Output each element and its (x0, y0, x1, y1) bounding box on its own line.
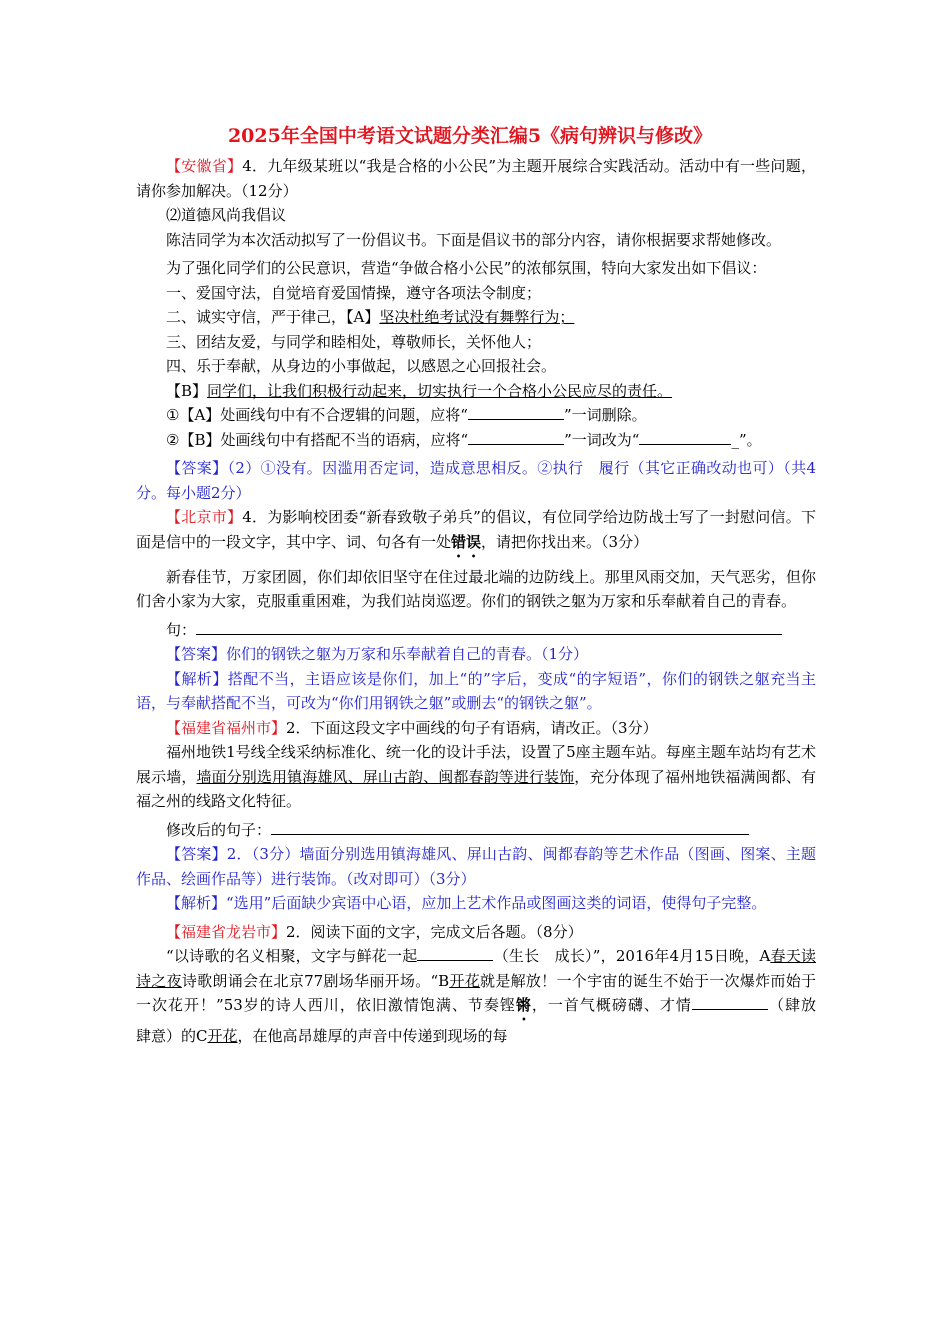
fuzhou-question: 【福建省福州市】2．下面这段文字中画线的句子有语病，请改正。（3分） (166, 718, 658, 737)
underlined-phrase-a: 春天读诗之夜 (136, 947, 816, 990)
fuzhou-fix-line: 修改后的句子： (136, 818, 816, 843)
anhui-item-1: 一、爱国守法，自觉培育爱国情操，遵守各项法令制度； (166, 283, 542, 302)
answer-blank[interactable] (271, 818, 749, 835)
anhui-item-2: 二、诚实守信，严于律己，【A】坚决杜绝考试没有舞弊行为； (166, 308, 575, 326)
anhui-subquestion: ⑵道德风尚我倡议 (166, 206, 287, 224)
emphasis-char: 锵 (515, 996, 532, 1014)
beijing-analysis: 【解析】搭配不当，主语应该是你们，加上“的”字后，变成“的字短语”，你们的钢铁之躯充当主语，与奉献搭配不当，可改为“你们用钢铁之躯”或删去“的钢铁之躯”。 (136, 669, 816, 712)
region-tag-fuzhou: 【福建省福州市】 (166, 718, 287, 737)
anhui-subq-1: ①【A】处画线句中有不合逻辑的问题，应将“ ”一词删除。 (136, 403, 816, 428)
anhui-item-3: 三、团结友爱，与同学和睦相处，尊敬师长，关怀他人； (166, 332, 542, 351)
longyan-question: 【福建省龙岩市】2．阅读下面的文字，完成文后各题。（8分） (166, 922, 583, 941)
beijing-passage: 新春佳节，万家团圆，你们却依旧坚守在住过最北端的边防线上。那里风雨交加，天气恶劣，但你们舍小家为大家，克服重重困难，为我们站岗巡逻。你们的钢铁之躯为万家和乐奉献着自己的青春。 (136, 567, 816, 610)
answer-blank[interactable] (692, 993, 768, 1010)
answer-blank[interactable] (196, 618, 782, 635)
anhui-item-4: 四、乐于奉献，从身边的小事做起，以感恩之心回报社会。 (166, 357, 557, 375)
region-tag-beijing: 【北京市】 (166, 508, 243, 526)
underlined-phrase-b: 开花 (449, 971, 481, 990)
underlined-sentence-a: 坚决杜绝考试没有舞弊行为； (379, 308, 575, 326)
underlined-sentence: 墙面分别选用镇海雄风、屏山古韵、闽都春韵等进行装饰 (196, 767, 575, 786)
region-tag-longyan: 【福建省龙岩市】 (166, 922, 287, 941)
answer-blank[interactable] (639, 428, 731, 445)
beijing-question: 【北京市】4．为影响校团委“新春致敬子弟兵”的倡议，有位同学给边防战士写了一封慰问信。下面是信中的一段文字，其中字、词、句各有一处错误，请把你找出来。（3分） (136, 508, 816, 551)
answer-blank[interactable] (468, 428, 564, 445)
anhui-answer: 【答案】（2）①没有。因滥用否定词，造成意思相反。②执行 履行（其它正确改动也可）（共4分。每小题2分） (136, 459, 816, 502)
underlined-phrase-c: 开花 (207, 1027, 238, 1045)
fuzhou-passage: 福州地铁1号线全线采纳标准化、统一化的设计手法，设置了5座主题车站。每座主题车站均有艺术展示墙，墙面分别选用镇海雄风、屏山古韵、闽都春韵等进行装饰，充分体现了福州地铁福满闽都、有福之州的线路文化特征。 (136, 743, 816, 810)
answer-blank[interactable] (468, 403, 564, 420)
fuzhou-analysis: 【解析】“选用”后面缺少宾语中心语，应加上艺术作品或图画这类的词语，使得句子完整。 (166, 894, 767, 912)
answer-blank[interactable] (417, 944, 493, 961)
document-page (136, 122, 846, 1049)
region-tag-anhui: 【安徽省】 (166, 157, 243, 175)
longyan-passage: “以诗歌的名义相聚，文字与鲜花一起 （生长 成长）”，2016年4月15日晚，A春天读诗之夜诗歌朗诵会在北京77剧场华丽开场。“B开花就是解放！一个宇宙的诞生不始于一次爆炸而始于一次花开！”53岁的诗人西川，依旧激情饱满、节奏铿锵，一首气概磅礴、才情 （肆放 肆意）的C开花，在他高昂雄厚的声音中传递到现场的每 (136, 944, 816, 1049)
anhui-subq-2: ②【B】处画线句中有搭配不当的语病，应将“ ”一词改为“ _”。 (136, 428, 816, 453)
anhui-intro: 陈洁同学为本次活动拟写了一份倡议书。下面是倡议书的部分内容，请你根据要求帮她修改。 (166, 230, 782, 249)
beijing-sentence-line: 句： (136, 618, 816, 643)
emphasis-word: 错误 (451, 532, 482, 551)
underlined-sentence-b: 同学们，让我们积极行动起来，切实执行一个合格小公民应尽的责任。 (207, 381, 673, 400)
page-title: 2025年全国中考语文试题分类汇编5《病句辨识与修改》 (227, 125, 713, 147)
anhui-item-b: 【B】同学们，让我们积极行动起来，切实执行一个合格小公民应尽的责任。 (166, 381, 673, 400)
anhui-proposal-para: 为了强化同学们的公民意识，营造“争做合格小公民”的浓郁氛围，特向大家发出如下倡议： (166, 259, 767, 277)
beijing-answer: 【答案】你们的钢铁之躯为万家和乐奉献着自己的青春。（1分） (166, 645, 589, 663)
fuzhou-answer: 【答案】2．（3分）墙面分别选用镇海雄风、屏山古韵、闽都春韵等艺术作品（图画、图案、主题作品、绘画作品等）进行装饰。（改对即可）（3分） (136, 845, 816, 888)
anhui-question: 【安徽省】4．九年级某班以“我是合格的小公民”为主题开展综合实践活动。活动中有一些问题，请你参加解决。（12分） (136, 157, 816, 200)
